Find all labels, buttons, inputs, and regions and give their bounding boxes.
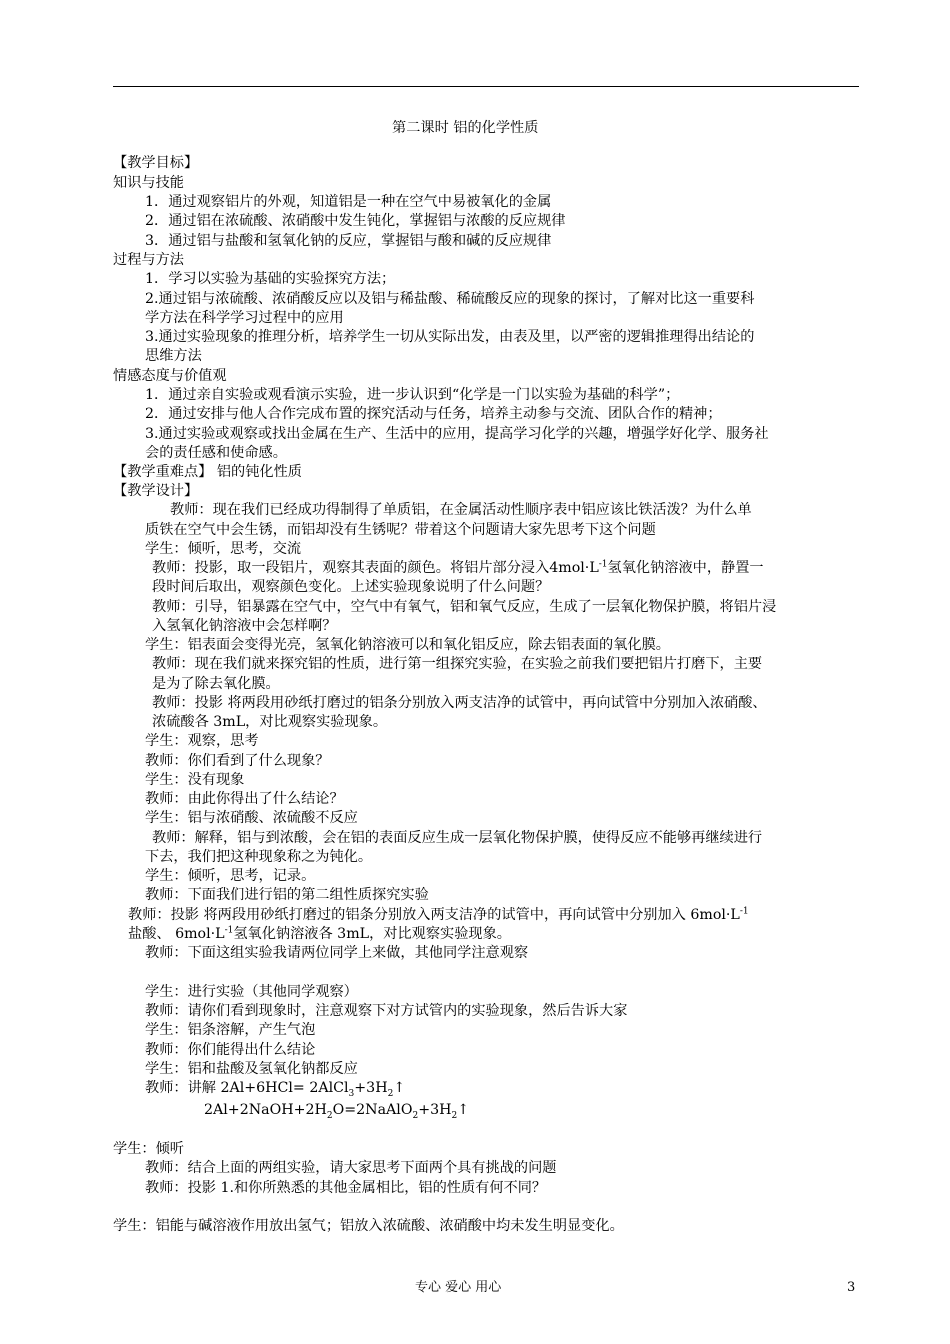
text-line [128,925,511,943]
text-segment: 2Al+2NaOH+2H [204,1102,327,1118]
text-line: 3.通过实验或观察或找出金属在生产、生活中的应用，提高学习化学的兴趣，增强学好化学、服务社 [145,426,769,442]
text-segment: 教师：投影，取一段铝片，观察其表面的颜色。将铝片部分浸入4mol·L [152,560,599,576]
superscript: -1 [739,906,749,917]
text-line: 教师：现在我们就来探究铝的性质，进行第一组探究实验，在实验之前我们要把铝片打磨下，主要 [152,656,763,672]
text-segment: +3H [354,1080,388,1096]
text-line: 学生：观察，思考 [145,733,259,749]
text-segment: O=2NaAlO [332,1102,413,1118]
text-line: 学生：铝表面会变得光亮，氢氧化钠溶液可以和氧化铝反应，除去铝表面的氧化膜。 [145,637,670,653]
text-line: 教师：引导，铝暴露在空气中，空气中有氧气，铝和氧气反应，生成了一层氧化物保护膜，将铝片浸 [152,599,777,615]
subscript: 2 [412,1110,419,1121]
text-line: 2．通过安排与他人合作完成布置的探究活动与任务，培养主动参与交流、团队合作的精神； [145,406,722,422]
text-line: 教师：下面我们进行铝的第二组性质探究实验 [145,887,429,903]
text-line: 教师：你们能得出什么结论 [145,1042,316,1058]
text-line: 学生：倾听 [113,1141,184,1157]
equation-line [204,1101,469,1119]
superscript: -1 [224,925,234,936]
subscript: 3 [348,1088,355,1099]
text-line: 教师：结合上面的两组实验，请大家思考下面两个具有挑战的问题 [145,1160,557,1176]
text-line [152,559,764,577]
text-segment: 盐酸、 6mol·L [128,926,225,942]
subsection-heading: 知识与技能 [113,175,184,191]
text-line: 1．通过亲自实验或观看演示实验，进一步认识到“化学是一门以实验为基础的科学”； [145,387,680,403]
text-line: 学方法在科学学习过程中的应用 [145,310,344,326]
text-line: 学生：进行实验（其他同学观察） [145,984,358,1000]
text-line: 教师：请你们看到现象时，注意观察下对方试管内的实验现象，然后告诉大家 [145,1003,628,1019]
subscript: 2 [451,1110,458,1121]
section-heading: 【教学目标】 [113,155,199,171]
text-line: 教师：你们看到了什么现象？ [145,753,330,769]
section-heading: 【教学设计】 [113,483,199,499]
page-footer: 专心 爱心 用心 [415,1280,502,1295]
section-heading: 【教学重难点】 铝的钝化性质 [113,464,302,480]
text-line: 学生：铝能与碱溶液作用放出氢气；铝放入浓硫酸、浓硝酸中均未发生明显变化。 [113,1218,624,1234]
text-line: 1．学习以实验为基础的实验探究方法； [145,271,396,287]
text-line: 学生：没有现象 [145,772,245,788]
text-segment: 教师：讲解 2Al+6HCl= 2AlCl [145,1080,349,1096]
text-line: 入氢氧化钠溶液中会怎样啊？ [152,618,337,634]
up-arrow-symbol: ↑ [457,1102,470,1118]
text-line: 浓硫酸各 3mL，对比观察实验现象。 [152,714,388,730]
text-line: 3.通过实验现象的推理分析，培养学生一切从实际出发，由表及里，以严密的逻辑推理得出结论的 [145,329,755,345]
text-line: 学生：铝与浓硝酸、浓硫酸不反应 [145,810,358,826]
equation-line [145,1079,405,1097]
text-segment: +3H [418,1102,452,1118]
text-line: 是为了除去氧化膜。 [152,676,280,692]
text-segment: 氢氧化钠溶液各 3mL，对比观察实验现象。 [233,926,511,942]
text-line: 质铁在空气中会生锈，而铝却没有生锈呢？带着这个问题请大家先思考下这个问题 [145,522,656,538]
header-rule [113,86,859,87]
text-line: 学生：倾听，思考，记录。 [145,868,316,884]
text-line: 1．通过观察铝片的外观，知道铝是一种在空气中易被氧化的金属 [145,194,552,210]
text-line: 教师：投影 1.和你所熟悉的其他金属相比，铝的性质有何不同？ [145,1180,547,1196]
up-arrow-symbol: ↑ [393,1080,406,1096]
subsection-heading: 过程与方法 [113,252,184,268]
text-segment: 氢氧化钠溶液中，静置一 [607,560,764,576]
superscript: -1 [598,559,608,570]
text-line: 2．通过铝在浓硫酸、浓硝酸中发生钝化，掌握铝与浓酸的反应规律 [145,213,566,229]
page-title: 第二课时 铝的化学性质 [392,120,539,136]
text-line: 2.通过铝与浓硫酸、浓硝酸反应以及铝与稀盐酸、稀硫酸反应的现象的探讨，了解对比这一重要科 [145,291,755,307]
subsection-heading: 情感态度与价值观 [113,368,227,384]
text-line: 段时间后取出，观察颜色变化。上述实验现象说明了什么问题？ [152,579,550,595]
subscript: 2 [387,1088,394,1099]
text-line: 学生：倾听，思考，交流 [145,541,302,557]
text-segment: 教师：投影 将两段用砂纸打磨过的铝条分别放入两支洁净的试管中，再向试管中分别加入 6mol·L [128,907,740,923]
text-line: 思维方法 [145,348,202,364]
subscript: 2 [326,1110,333,1121]
text-line: 下去，我们把这种现象称之为钝化。 [145,849,373,865]
text-line [128,906,749,924]
text-line: 教师：下面这组实验我请两位同学上来做，其他同学注意观察 [145,945,529,961]
text-line: 教师：现在我们已经成功得制得了单质铝，在金属活动性顺序表中铝应该比铁活泼？为什么单 [170,502,752,518]
page-number: 3 [847,1280,856,1295]
text-line: 学生：铝条溶解，产生气泡 [145,1022,316,1038]
text-line: 教师：由此你得出了什么结论？ [145,791,344,807]
text-line: 教师：投影 将两段用砂纸打磨过的铝条分别放入两支洁净的试管中，再向试管中分别加入浓硝酸、 [152,695,767,711]
text-line: 学生：铝和盐酸及氢氧化钠都反应 [145,1061,358,1077]
text-line: 教师：解释，铝与到浓酸，会在铝的表面反应生成一层氧化物保护膜，使得反应不能够再继续进行 [152,830,763,846]
text-line: 3．通过铝与盐酸和氢氧化钠的反应，掌握铝与酸和碱的反应规律 [145,233,552,249]
text-line: 会的责任感和使命感。 [145,445,287,461]
